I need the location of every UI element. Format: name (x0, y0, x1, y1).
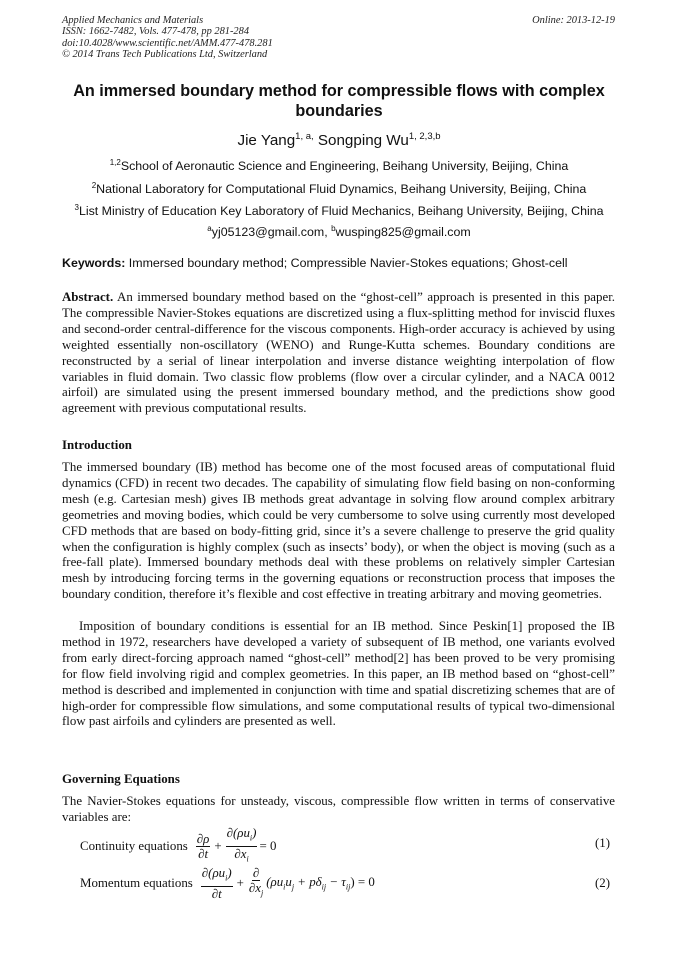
fraction (248, 866, 264, 901)
fraction (226, 826, 258, 866)
keywords-text: Immersed boundary method; Compressible Navier-Stokes equations; Ghost-cell (125, 256, 568, 270)
introduction-paragraph: Imposition of boundary conditions is essential for an IB method. Since Peskin[1] proposed the IB method in 1972, researchers have developed a variety of subsequent of IB method, one variants evolved from early direct-forcing approach named “ghost-cell” method[2] has been proved to be very promising for flow field involving rigid and complex geometries. In this paper, an IB method based on “ghost-cell” method is described and implemented in conjunction with time and spatial discretizing schemes that are of high-order for compressible flow simulations, and some computational results of typical two-dimensional flow past airfoils and cylinders are presented as well. (62, 619, 615, 729)
equation-label: Momentum equations (80, 875, 193, 890)
numerator: ∂ (252, 866, 260, 880)
plus-operator: + (214, 838, 222, 853)
numerator-text: ∂(ρu (201, 866, 226, 880)
denominator-text: ∂x (234, 846, 247, 861)
subscript: ij (321, 882, 327, 892)
equation-number: (1) (594, 836, 610, 850)
numerator (201, 866, 233, 887)
affiliation-text: National Laboratory for Computational Fluid Dynamics, Beihang University, Beijing, China (96, 182, 587, 196)
copyright-line: © 2014 Trans Tech Publications Ltd, Switzerland (62, 49, 268, 61)
affiliation (40, 156, 638, 173)
author-emails (40, 222, 638, 239)
denominator: ∂t (211, 886, 222, 901)
denominator: ∂t (198, 846, 209, 861)
affiliation-text: School of Aeronautic Science and Engineering, Beihang University, Beijing, China (120, 159, 569, 173)
affiliation-marker: 2 (91, 181, 97, 190)
fraction (196, 832, 211, 861)
author-name: Jie Yang (237, 132, 296, 149)
affiliation (40, 179, 638, 196)
equation-number: (2) (594, 876, 610, 890)
email-marker: a (207, 224, 212, 233)
denominator (248, 881, 264, 901)
affiliation-marker: 3 (74, 203, 79, 212)
subscript: ij (345, 882, 351, 892)
subscript: i (225, 873, 228, 883)
affiliation-marker: 1,2 (109, 158, 121, 167)
subscript: i (246, 854, 249, 864)
equation-body (266, 875, 375, 892)
denominator-text: ∂x (248, 881, 261, 895)
governing-paragraph: The Navier-Stokes equations for unsteady, viscous, compressible flow written in terms of conservative variables are: (62, 794, 615, 824)
body-text: u (285, 875, 292, 889)
affiliation (40, 201, 638, 218)
email-link[interactable]: yj05123@gmail.com, (211, 225, 332, 239)
affiliation-text: List Ministry of Education Key Laboratory of Fluid Mechanics, Beihang University, Beijing, China (78, 204, 604, 218)
abstract (62, 290, 615, 417)
issn-line: ISSN: 1662-7482, Vols. 477-478, pp 281-284 (62, 26, 250, 38)
subscript: j (291, 882, 295, 892)
journal-name: Applied Mechanics and Materials (62, 15, 204, 26)
email-marker: b (331, 224, 336, 233)
abstract-text: An immersed boundary method based on the “ghost-cell” approach is presented in this paper. The compressible Navier-Stokes equations are discretized using a flux-splitting method for inviscid fluxes and second-order central-difference for the viscous components. High-order accuracy is achieved by using weighted essentially non-oscillatory (WENO) and Runge-Kutta schemes. Boundary conditions are reconstructed by a serial of linear interpolation and inverse distance weighting interpolation of flow variables in fluid domain. Two classic flow problems (flow over a circular cylinder, and a NACA 0012 airfoil) are simulated using the present immersed boundary method, and the predictions show good agreement with previous computational results. (62, 290, 615, 416)
numerator-text: ∂(ρu (226, 826, 250, 840)
plus-operator: + (236, 875, 244, 890)
author-affiliation-marker: 1, a, (295, 131, 314, 142)
online-date: Online: 2013-12-19 (532, 15, 615, 26)
equation-label: Continuity equations (80, 838, 188, 853)
keywords-label: Keywords: (62, 256, 126, 270)
body-text: + pδ (294, 875, 322, 889)
body-text: ) = 0 (350, 875, 375, 889)
equation-rhs: = 0 (259, 838, 277, 853)
continuity-equation (80, 826, 276, 866)
numerator (226, 826, 258, 847)
subscript: i (283, 882, 286, 892)
introduction-paragraph: The immersed boundary (IB) method has become one of the most focused areas of computational fluid dynamics (CFD) in recent two decades. The capability of simulating flow field basing on non-conforming mesh (e.g. Cartesian mesh) gives IB methods great advantage in solving flow around complex arbitrary geometries and moving bodies, which could be very cumbersome to solve using currently most developed CFD methods that are based on body-fitting grid, since it’s a severe challenge to preserve the grid quality when the configuration is highly complex (such as insects’ body), or when the object is moving (such as a free-fall plate). Immersed boundary methods deal with these problems on relatively simpler Cartesian mesh by introducing forcing terms in the governing equations or reconstruction process that imposes the boundary condition, therefore it’s flexible and cost effective in treating arbitrary and moving geometries. (62, 460, 615, 602)
section-heading-governing-equations: Governing Equations (62, 772, 180, 786)
doi-line: doi:10.4028/www.scientific.net/AMM.477-478.281 (62, 37, 273, 49)
denominator (233, 847, 249, 867)
author-name: Songping Wu (317, 132, 409, 149)
author-affiliation-marker: 1, 2,3,b (408, 131, 441, 142)
body-text: (ρu (266, 875, 284, 889)
subscript: i (249, 833, 253, 843)
section-heading-introduction: Introduction (62, 438, 132, 452)
numerator: ∂ρ (196, 831, 210, 846)
keywords (62, 256, 568, 270)
body-text: − τ (326, 875, 346, 889)
fraction (201, 866, 233, 901)
subscript: j (260, 888, 264, 898)
paper-title: An immersed boundary method for compressible flows with complex boundaries (73, 82, 605, 120)
journal-metadata (62, 15, 273, 61)
paren: ) (227, 866, 232, 880)
author-list (62, 128, 616, 150)
momentum-equation (80, 866, 375, 901)
paren: ) (252, 826, 257, 840)
abstract-label: Abstract. (62, 290, 114, 304)
email-link[interactable]: wusping825@gmail.com (335, 225, 471, 239)
